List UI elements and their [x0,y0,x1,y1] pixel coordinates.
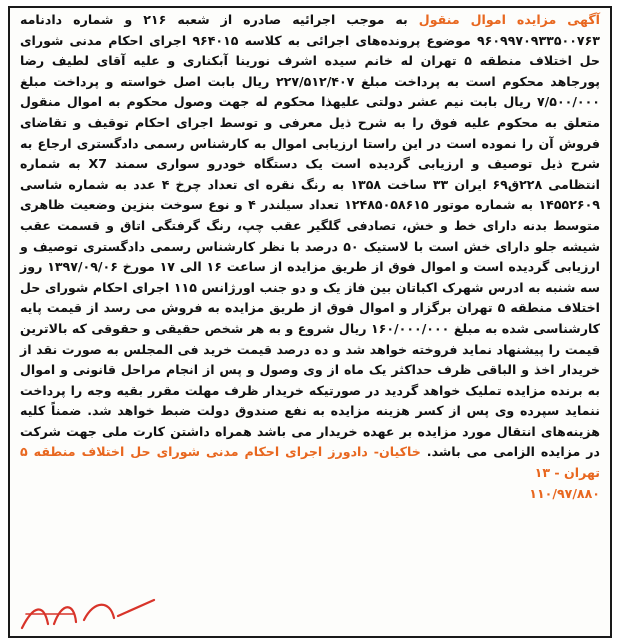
notice-title: آگهی مزایده اموال منقول [418,12,600,27]
auction-notice [8,6,612,638]
notice-code: ۱۱۰/۹۷/۸۸۰ [529,485,600,501]
notice-content: به موجب اجرائیه صادره از شعبه ۲۱۶ و شماره دادنامه ۹۶۰۹۹۷۰۹۳۳۵۰۰۷۶۳ موضوع پرونده‌های اجرائی به کلاسه ۹۶۴۰۱۵ اجرای احکام مدنی شورای حل اختلاف منطقه ۵ تهران له خانم سیده اشرف نورینا آبکناری و علیه آقای لطیف رضا پورجاهد محکوم است به پرداخت مبلغ ۲۲۷/۵۱۲/۴۰۷ ریال بابت اصل خواسته و پرداخت مبلغ ۷/۵۰۰/۰۰۰ ریال بابت نیم عشر دولتی علیهذا محکوم له جهت وصول محکوم به اموال منقول متعلق به محکوم علیه فوق را به شرح ذیل معرفی و توسط اجرای احکام توقیف و تقاضای فروش آن را نموده است در این راستا ارزیابی اموال به کارشناس رسمی دادگستری ارجاع به شرح ذیل توصیف و ارزیابی گردیده است یک دستگاه خودرو سواری سمند X7 به شماره انتظامی ۲۲۸ق۶۹ ایران ۳۳ ساخت ۱۳۵۸ به رنگ نقره ای تعداد چرخ ۴ عدد به شماره شاسی ۱۴۵۵۲۶۰۹ به شماره موتور ۱۲۴۸۵۰۵۸۶۱۵ تعداد سیلندر ۴ و نوع سوخت بنزین وضعیت ظاهری متوسط بدنه دارای خط و خش، تصادفی گلگیر عقب چپ، رنگ گرفتگی اتاق و قسمت عقب شیشه جلو دارای خش است با لاستیک ۵۰ درصد با نظر کارشناس رسمی دادگستری توصیف و ارزیابی گردیده است و اموال فوق از طریق مزایده از ساعت ۱۶ الی ۱۷ مورخ ۱۳۹۷/۰۹/۰۶ روز سه شنبه به ادرس شهرک اکباتان بین فاز یک و دو جنب اورژانس ۱۱۵ اجرای احکام شورای حل اختلاف منطقه ۵ تهران برگزار و اموال فوق از طریق مزایده به فروش می رسد از قیمت پایه کارشناسی شده به مبلغ ۱۶۰/۰۰۰/۰۰۰ ریال شروع و به هر شخص حقیقی و حقوقی که بالاترین قیمت را پیشنهاد نماید فروخته خواهد شد و ده درصد قیمت خرید فی المجلس به صورت نقد از خریدار اخذ و الباقی ظرف حداکثر یک ماه از وی وصول و پس از انجام مراحل قانونی و اموال به برنده مزایده تملیک خواهد گردید در صورتیکه خریدار ظرف مهلت مقرر بقیه وجه را پرداخت ننماید سپرده وی پس از کسر هزینه مزایده به نفع صندوق دولت ضبط خواهد شد. ضمناً کلیه هزینه‌های انتقال مورد مزایده بر عهده خریدار می باشد همراه داشتن کارت ملی جهت شرکت در مزایده الزامی می باشد. [20,12,601,460]
notice-body-text [10,8,610,484]
handwritten-mark-icon [14,594,164,634]
notice-signature: خاکیان- دادورز اجرای احکام مدنی شورای حل اختلاف منطقه ۵ تهران - ۱۳ [20,444,600,481]
